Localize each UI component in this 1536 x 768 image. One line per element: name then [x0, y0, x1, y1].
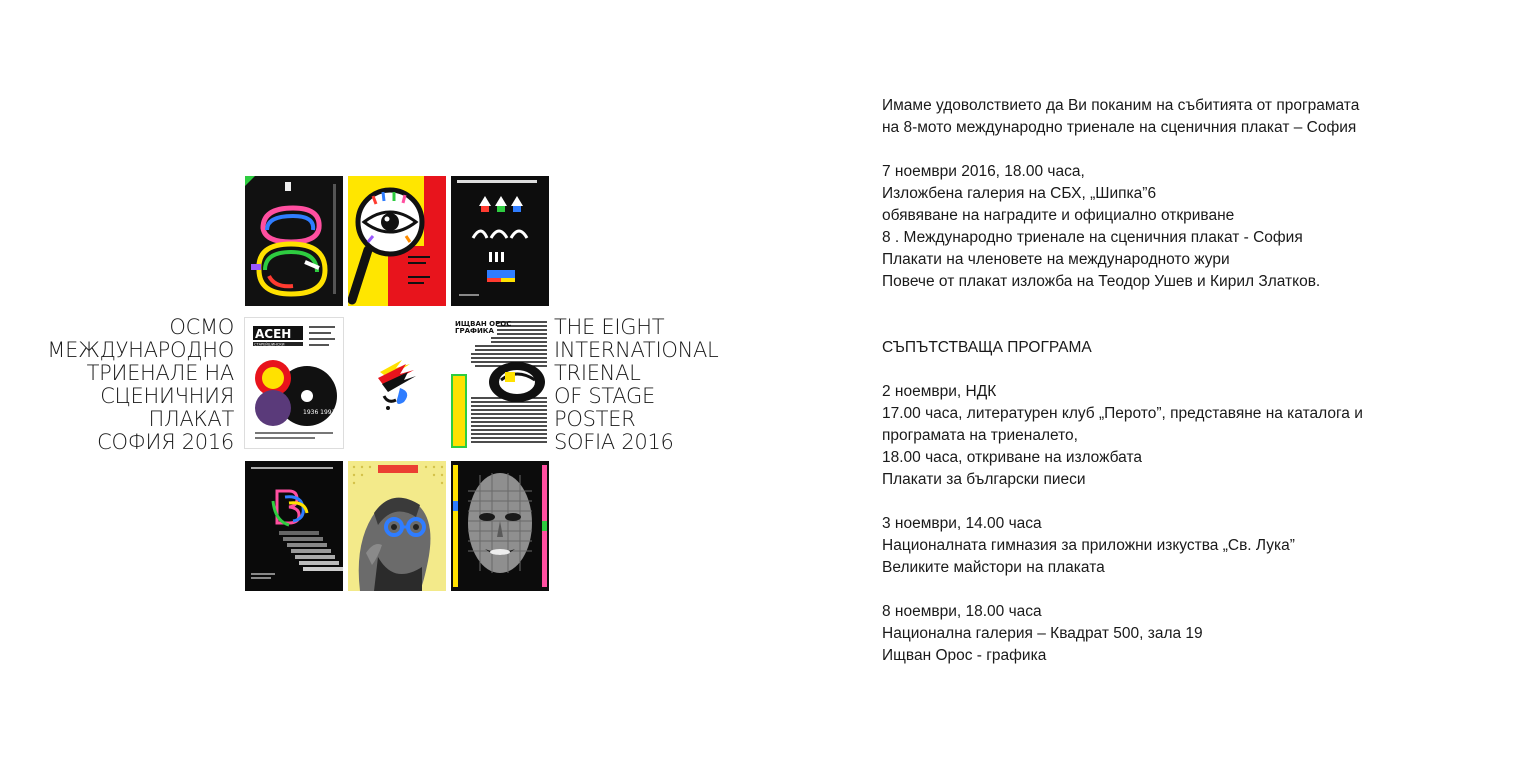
event-1-line: Плакати за български пиеси	[882, 471, 1086, 488]
event-2-line: Великите майстори на плаката	[882, 559, 1105, 576]
title-en-line: SOFIA 2016	[554, 430, 674, 454]
event-1-line: 18.00 часа, откриване на изложбата	[882, 449, 1143, 466]
program-heading: СЪПЪТСТВАЩА ПРОГРАМА	[882, 339, 1092, 356]
event-1-line: 2 ноември, НДК	[882, 383, 997, 400]
title-bg-line: ТРИЕНАЛЕ НА	[86, 361, 234, 385]
poster-asen-subtitle: СТАРЕЙШИНСКИ	[254, 342, 285, 347]
poster-oros-subtitle: ГРАФИКА	[455, 327, 494, 335]
poster-oros-title: ИЩВАН ОРОС	[455, 320, 512, 328]
event-main-line: Изложбена галерия на СБХ, „Шипка”6	[882, 185, 1157, 202]
event-3-line: Национална галерия – Квадрат 500, зала 19	[882, 625, 1203, 642]
poster-logo	[348, 318, 446, 448]
event-2-line: 3 ноември, 14.00 часа	[882, 515, 1042, 532]
title-bg-line: СЦЕНИЧНИЯ	[100, 384, 234, 408]
event-main-line: 7 ноември 2016, 18.00 часа,	[882, 163, 1085, 180]
title-en-line: TRIENAL	[554, 361, 641, 385]
poster-eight	[245, 176, 343, 306]
intro-line: на 8-мото международно триенале на сценичния плакат – София	[882, 119, 1357, 136]
poster-eye	[348, 176, 446, 306]
title-bg-line: ОСМО	[169, 315, 234, 339]
poster-mask	[451, 461, 549, 591]
poster-asen-title: АСЕН	[255, 327, 292, 341]
poster-asen-years: 1936 1991	[303, 409, 336, 416]
event-main-line: 8 . Международно триенале на сценичния плакат - София	[882, 229, 1303, 246]
title-bg-line: СОФИЯ 2016	[97, 430, 234, 454]
poster-bg	[245, 461, 343, 591]
title-bg-line: МЕЖДУНАРОДНО	[47, 338, 234, 362]
event-2-line: Националната гимназия за приложни изкуства „Св. Лука”	[882, 537, 1295, 554]
event-main-line: Плакати на членовете на международното жури	[882, 251, 1230, 268]
title-english	[554, 316, 754, 454]
event-3-line: 8 ноември, 18.00 часа	[882, 603, 1042, 620]
title-en-line: THE EIGHT	[554, 315, 665, 339]
poster-man	[348, 461, 446, 591]
title-en-line: OF STAGE	[554, 384, 655, 408]
event-1-line: програмата на триеналето,	[882, 427, 1078, 444]
poster-asen	[245, 318, 343, 448]
title-bg-line: ПЛАКАТ	[148, 407, 234, 431]
title-bulgarian	[30, 316, 234, 454]
event-main-line: обявяване на наградите и официално откриване	[882, 207, 1235, 224]
invitation-text	[882, 95, 1482, 667]
title-en-line: INTERNATIONAL	[554, 338, 719, 362]
poster-oros	[451, 318, 549, 448]
intro-line: Имаме удоволствието да Ви поканим на събитията от програмата	[882, 97, 1360, 114]
event-1-line: 17.00 часа, литературен клуб „Перото”, представяне на каталога и	[882, 405, 1363, 422]
event-3-line: Ищван Орос - графика	[882, 647, 1047, 664]
event-main-line: Повече от плакат изложба на Теодор Ушев и Кирил Златков.	[882, 273, 1321, 290]
poster-faces	[451, 176, 549, 306]
title-en-line: POSTER	[554, 407, 636, 431]
